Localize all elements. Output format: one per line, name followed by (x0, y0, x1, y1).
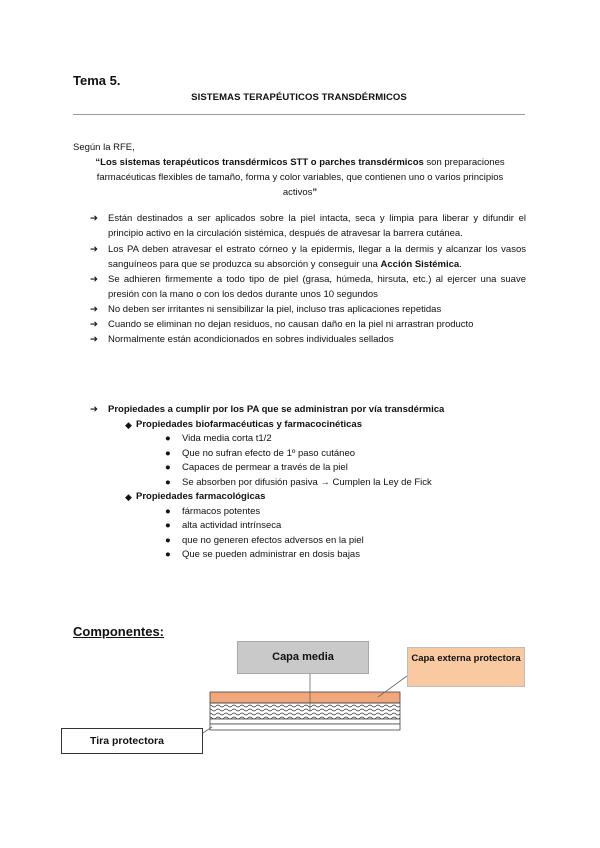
adhesive-layer (210, 719, 400, 724)
backing-layer (210, 692, 400, 703)
feature-text: No deben ser irritantes ni sensibilizar la piel, incluso tras aplicaciones repetidas (108, 304, 442, 315)
dot-bullet-icon: ● (165, 534, 171, 546)
reservoir-layer (210, 703, 400, 719)
definition-quote-bold: “Los sistemas terapéuticos transdérmicos STT o parches transdérmicos (95, 157, 424, 168)
capa-externa-label: Capa externa protectora (407, 647, 525, 687)
dot-bullet-icon: ● (165, 476, 171, 488)
topic-number: Tema 5. (73, 73, 121, 88)
list-item-text: fármacos potentes (182, 505, 261, 517)
dot-bullet-icon: ● (165, 462, 171, 473)
pharmacologic-title: Propiedades farmacológicas (136, 491, 266, 502)
dot-bullet-icon: ● (165, 520, 171, 531)
list-item-text: Que no sufran efecto de 1º paso cutáneo (182, 447, 356, 459)
dot-bullet-icon: ● (165, 433, 171, 444)
dot-bullet-icon: ● (165, 549, 171, 560)
feature-text: Cuando se eliminan no dejan residuos, no causan daño en la piel ni arrastran producto (108, 319, 474, 330)
feature-text: Están destinados a ser aplicados sobre la piel intacta, seca y limpia para liberar y difundir el principio activo en la circulación sistémica, después de atravesar la barrera cutánea. (108, 213, 526, 239)
feature-text-bold: Acción Sistémica (380, 259, 460, 270)
diamond-bullet-icon: ◆ (125, 419, 132, 430)
diamond-bullet-icon: ◆ (125, 492, 132, 502)
document-title: SISTEMAS TERAPÉUTICOS TRANSDÉRMICOS (191, 92, 407, 103)
arrow-bullet-icon: ➔ (90, 334, 98, 345)
arrow-bullet-icon: ➔ (90, 274, 98, 285)
list-item-text: alta actividad intrínseca (182, 520, 282, 531)
components-heading: Componentes: (73, 624, 164, 639)
feature-text: Se adhieren firmemente a todo tipo de piel (grasa, húmeda, hirsuta, etc.) al ejercer una suave presión con la mano o con los dedos durante unos 10 segundos (108, 274, 526, 300)
properties-heading-text: Propiedades a cumplir por los PA que se administran por vía transdérmica (108, 404, 445, 415)
arrow-bullet-icon: ➔ (90, 319, 98, 330)
arrow-bullet-icon: ➔ (90, 404, 98, 415)
biopharma-title: Propiedades biofarmacéuticas y farmacocinéticas (136, 418, 362, 430)
dot-bullet-icon: ● (165, 505, 171, 517)
list-item-text: Que se pueden administrar en dosis bajas (182, 549, 360, 560)
source-intro: Según la RFE, (73, 142, 135, 153)
tira-protectora-label: Tira protectora (61, 728, 203, 754)
feature-text: Normalmente están acondicionados en sobres individuales sellados (108, 334, 394, 345)
list-item-text: que no generen efectos adversos en la piel (182, 534, 364, 546)
definition-quote-end: ” (312, 187, 318, 198)
arrow-bullet-icon: ➔ (90, 213, 98, 224)
list-item-text: Vida media corta t1/2 (182, 433, 272, 444)
definition-quote-text: son preparaciones farmacéuticas flexibles de tamaño, forma y color variables, que contienen uno o varios principios activos (96, 157, 505, 198)
arrow-bullet-icon: ➔ (90, 304, 98, 315)
list-item-text: Capaces de permear a través de la piel (182, 462, 348, 473)
feature-text: Los PA deben atravesar el estrato córneo y la epidermis, llegar a la dermis y alcanzar los vasos sanguíneos para que se produzca su absorción y conseguir una (108, 244, 526, 270)
arrow-bullet-icon: ➔ (90, 244, 98, 255)
liner-layer (210, 724, 400, 730)
feature-text-end: . (459, 259, 462, 270)
capa-media-label: Capa media (237, 641, 369, 674)
list-item-text: Se absorben por difusión pasiva → Cumplen la Ley de Fick (182, 476, 432, 488)
dot-bullet-icon: ● (165, 447, 171, 459)
